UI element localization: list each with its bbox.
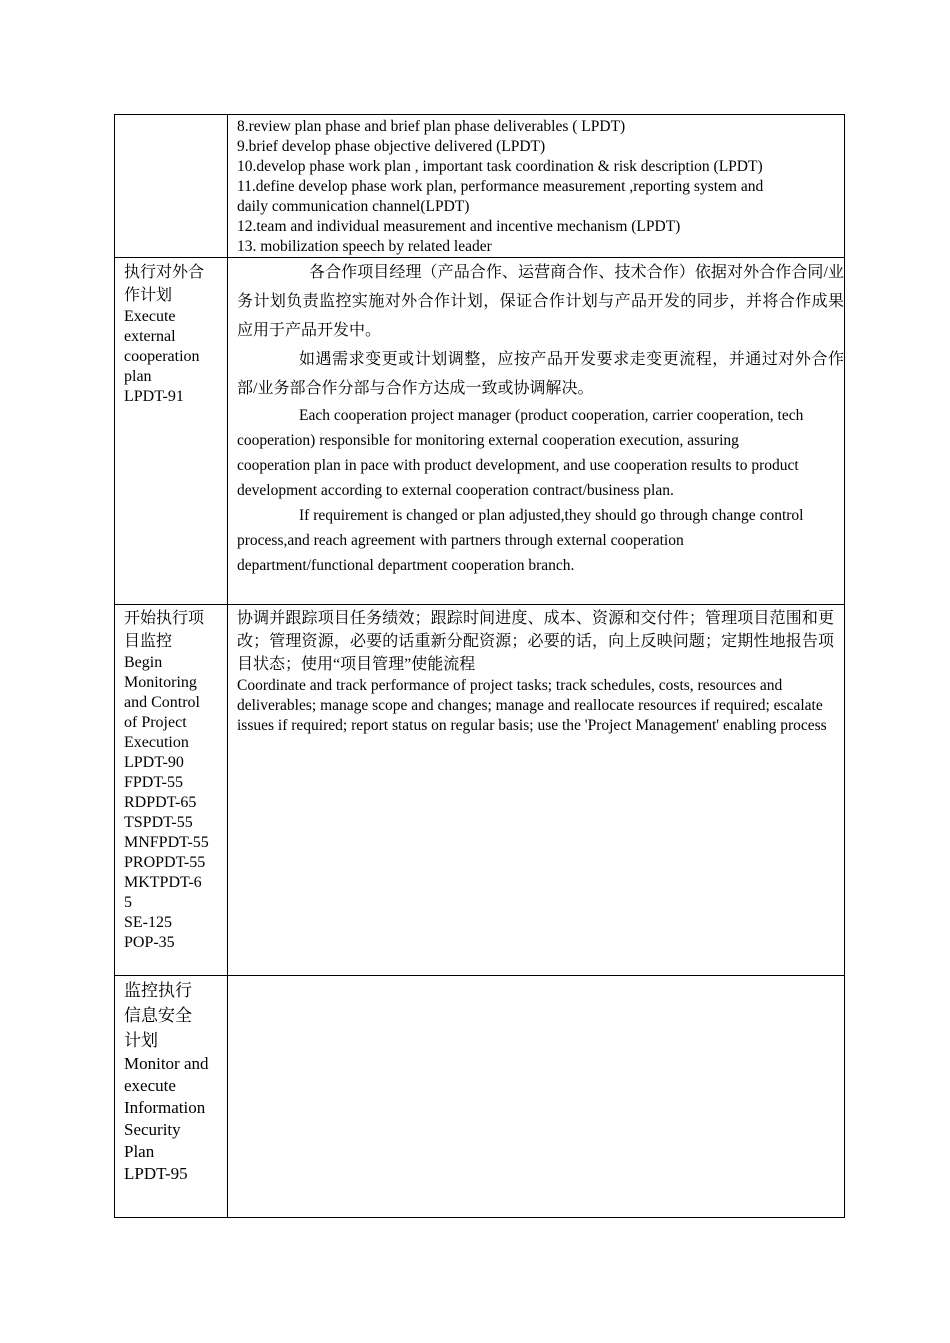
paragraph: 协调并跟踪项目任务绩效；跟踪时间进度、成本、资源和交付件；管理项目范围和更改；管理资源，必要的话重新分配资源；必要的话，向上反映问题；定期性地报告项目状态；使用“项目管理”使能流程 [237, 610, 834, 673]
list-item: 10.develop phase work plan , important task coordination & risk description (LPDT) [237, 158, 763, 175]
paragraph: If requirement is changed or plan adjusted,they should go through change control process,and reach agreement with partners through external cooperation department/functional department cooperation branch. [237, 507, 804, 574]
label-line: PROPDT-55 [124, 854, 206, 871]
label-line: Execute [124, 308, 176, 325]
label-line: of Project [124, 714, 187, 731]
list-item: 9.brief develop phase objective delivered (LPDT) [237, 138, 546, 155]
label-line: MKTPDT-6 [124, 874, 202, 891]
label-line: Information [124, 1098, 206, 1117]
list-item: 12.team and individual measurement and incentive mechanism (LPDT) [237, 218, 681, 235]
label-line: SE-125 [124, 914, 172, 931]
label-line: LPDT-91 [124, 388, 184, 405]
label-line: 监控执行 [124, 981, 192, 1000]
label-line: 目监控 [124, 633, 173, 650]
list-item: 11.define develop phase work plan, performance measurement ,reporting system and [237, 178, 764, 195]
label-line: 执行对外合 [124, 264, 205, 281]
table-row [115, 258, 845, 605]
row4-content-cell [228, 976, 845, 1218]
label-line: LPDT-90 [124, 754, 184, 771]
label-line: Security [124, 1120, 181, 1139]
label-line: Monitoring [124, 674, 197, 691]
label-line: Plan [124, 1142, 155, 1161]
process-table [114, 114, 845, 1218]
row3-content-cell [228, 605, 845, 976]
row3-label-cell [115, 605, 228, 976]
list-item: 13. mobilization speech by related leader [237, 238, 492, 255]
table-row [115, 605, 845, 976]
label-line: cooperation [124, 348, 200, 365]
label-line: execute [124, 1076, 176, 1095]
label-line: external [124, 328, 176, 345]
label-line: Monitor and [124, 1054, 209, 1073]
row2-label-cell [115, 258, 228, 605]
paragraph: Coordinate and track performance of project tasks; track schedules, costs, resources and deliverables; manage scope and changes; manage and reallocate resources if required; escalate issues if required; report status on regular basis; use the 'Project Management' enabling process [237, 677, 827, 734]
label-line: 5 [124, 894, 132, 911]
list-item: 8.review plan phase and brief plan phase deliverables ( LPDT) [237, 118, 626, 135]
row1-content-cell [228, 115, 845, 258]
label-line: LPDT-95 [124, 1164, 188, 1183]
label-line: 作计划 [124, 287, 173, 304]
label-line: plan [124, 368, 152, 385]
label-line: 信息安全 [124, 1006, 192, 1025]
paragraph: 各合作项目经理（产品合作、运营商合作、技术合作）依据对外合作合同/业务计划负责监控实施对外合作计划，保证合作计划与产品开发的同步，并将合作成果应用于产品开发中。 [237, 264, 844, 339]
label-line: and Control [124, 694, 200, 711]
paragraph: Each cooperation project manager (product cooperation, carrier cooperation, tech cooperation) responsible for monitoring external cooperation execution, assuring cooperation plan in pace with product development, and use cooperation results to product development according to external cooperation contract/business plan. [237, 407, 804, 499]
table-row [115, 115, 845, 258]
row4-label-cell [115, 976, 228, 1218]
row1-label-cell [115, 115, 228, 258]
label-line: POP-35 [124, 934, 175, 951]
label-line: Execution [124, 734, 189, 751]
label-line: 计划 [124, 1031, 158, 1050]
paragraph: 如遇需求变更或计划调整，应按产品开发要求走变更流程，并通过对外合作部/业务部合作分部与合作方达成一致或协调解决。 [237, 351, 844, 397]
row2-content-cell [228, 258, 845, 605]
label-line: RDPDT-65 [124, 794, 197, 811]
label-line: 开始执行项 [124, 610, 205, 627]
label-line: TSPDT-55 [124, 814, 193, 831]
list-item: daily communication channel(LPDT) [237, 198, 470, 215]
label-line: Begin [124, 654, 163, 671]
label-line: FPDT-55 [124, 774, 183, 791]
label-line: MNFPDT-55 [124, 834, 209, 851]
table-row [115, 976, 845, 1218]
